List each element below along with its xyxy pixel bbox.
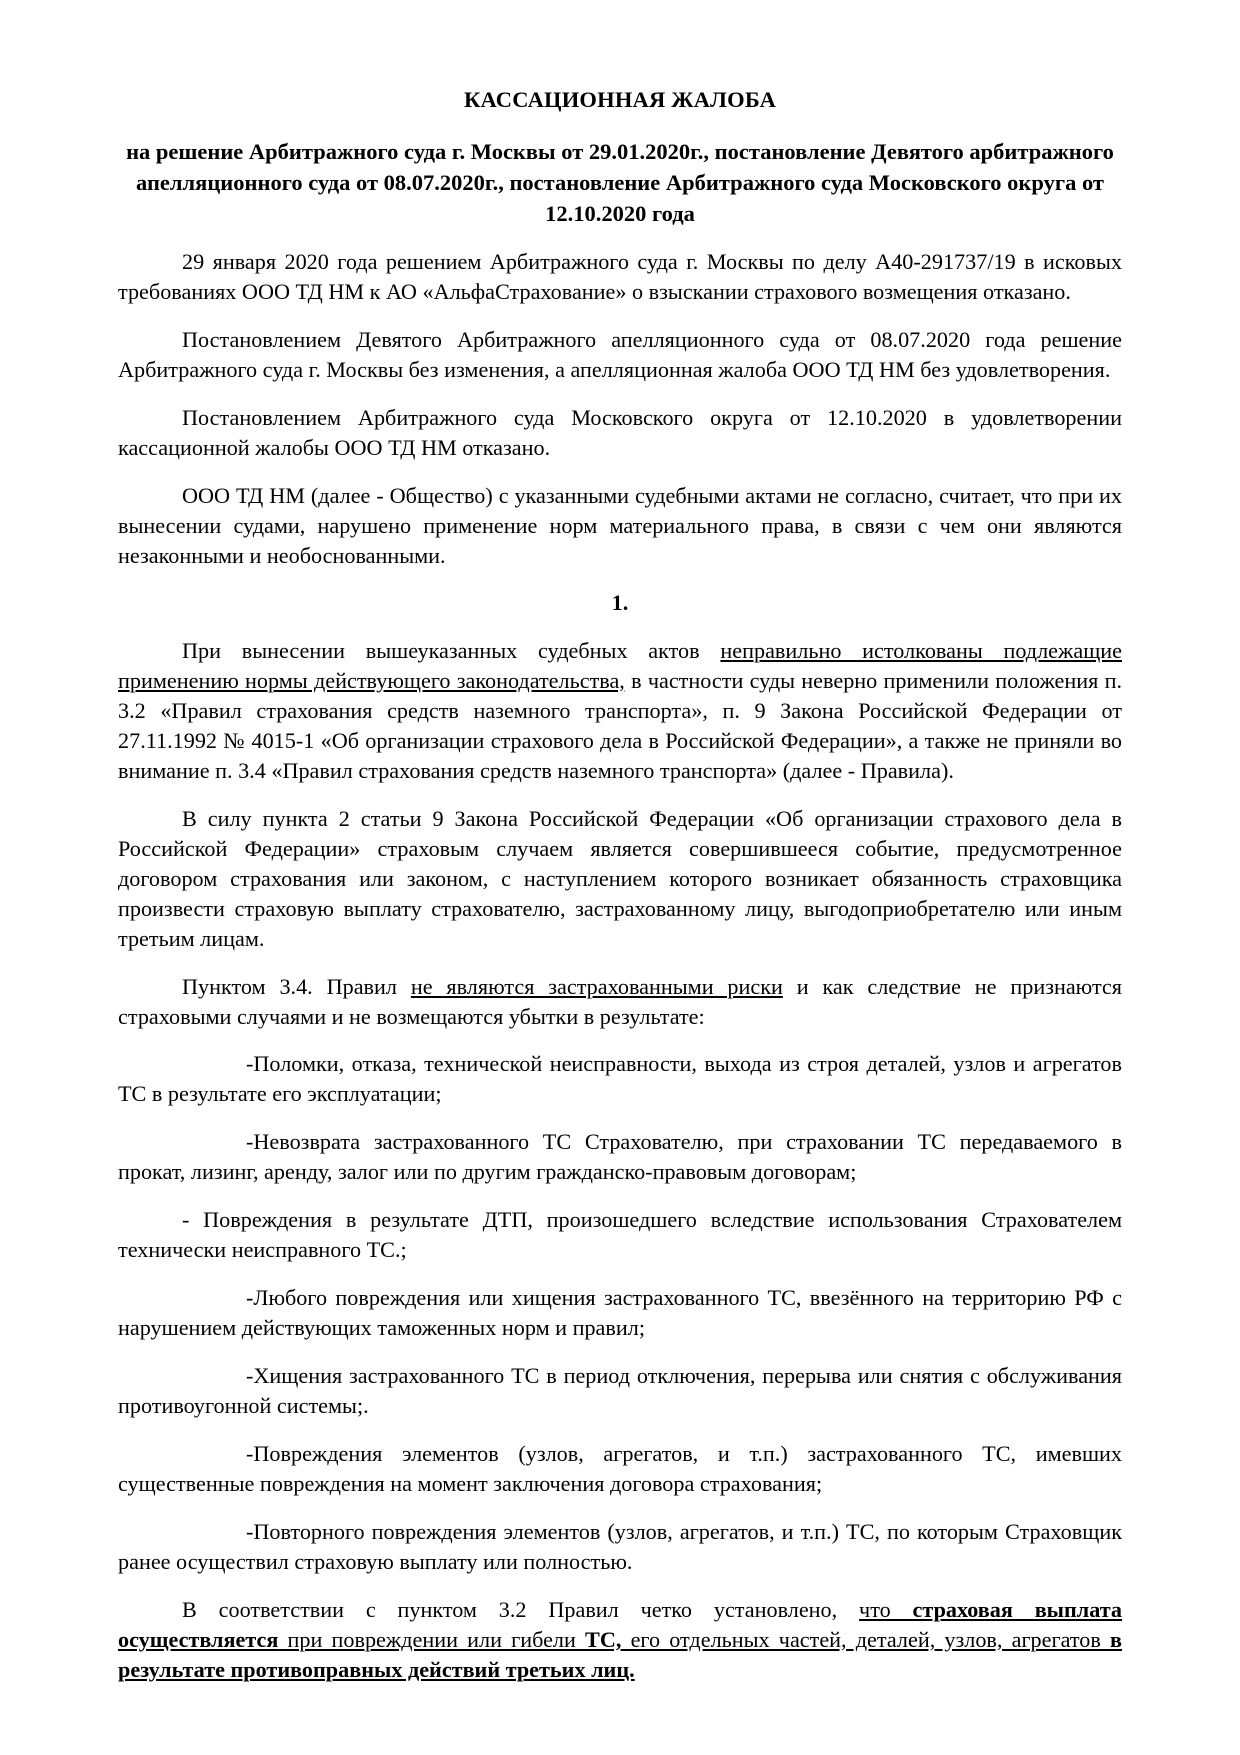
section-number: 1. bbox=[611, 589, 629, 615]
misinterpretation-lead: При вынесении вышеуказанных судебных актов bbox=[182, 637, 721, 663]
paragraph-clause-34 bbox=[118, 972, 1122, 1032]
bullet-text: Поломки, отказа, технической неисправности, выхода из строя деталей, узлов и агрегатов ТС в результате его эксплуатации; bbox=[118, 1051, 1122, 1107]
conclusion-bold-1: страховая выплата осуществляется bbox=[118, 1597, 1123, 1652]
bullet-marker: - bbox=[246, 1441, 254, 1467]
bullet-text: Повторного повреждения элементов (узлов, агрегатов, и т.п.) ТС, по которым Страховщик ранее осуществил страховую выплату или полностью. bbox=[118, 1519, 1122, 1575]
paragraph-clause-32-conclusion bbox=[118, 1595, 1122, 1685]
document-subtitle: на решение Арбитражного суда г. Москвы от 29.01.2020г., постановление Девятого арбитражного апелляционного суда от 08.07.2020г., постановление Арбитражного суда Московского округа от 12.10.2020 года bbox=[126, 139, 1114, 227]
bullet-text: Любого повреждения или хищения застрахованного ТС, ввезённого на территорию РФ с нарушением действующих таможенных норм и правил; bbox=[118, 1285, 1122, 1341]
conclusion-underlined-3: его отдельных частей, деталей, узлов, агрегатов bbox=[621, 1627, 1111, 1652]
list-item bbox=[118, 1439, 1122, 1499]
paragraph-cassation-ruling: Постановлением Арбитражного суда Московского округа от 12.10.2020 в удовлетворении кассационной жалобы ООО ТД НМ отказано. bbox=[118, 405, 1122, 461]
list-item bbox=[118, 1283, 1122, 1343]
conclusion-underlined-2: при повреждении или гибели bbox=[278, 1627, 586, 1652]
paragraph-insured-event-definition: В силу пункта 2 статьи 9 Закона Российской Федерации «Об организации страхового дела в Российской Федерации» страховым случаем является совершившееся событие, предусмотренное договором страхования или законом, с наступлением которого возникает обязанность страховщика произвести страховую выплату страхователю, застрахованному лицу, выгодоприобретателю или иным третьим лицам. bbox=[118, 805, 1122, 951]
clause-34-tail: и как следствие не признаются страховыми случаями и не возмещаются убытки в результате: bbox=[118, 973, 1122, 1029]
conclusion-lead: В соответствии с пунктом 3.2 Правил четко установлено, bbox=[182, 1597, 860, 1623]
paragraph-disagreement: ООО ТД НМ (далее - Общество) с указанными судебными актами не согласно, считает, что при их вынесении судами, нарушено применение норм материального права, в связи с чем они являются незаконными и необоснованными. bbox=[118, 483, 1122, 569]
conclusion-bold-3: в результате противоправных действий третьих лиц. bbox=[118, 1627, 1122, 1682]
conclusion-bold-2: ТС, bbox=[585, 1627, 622, 1652]
bullet-marker: - bbox=[246, 1519, 254, 1545]
list-item bbox=[118, 1049, 1122, 1109]
clause-34-lead: Пунктом 3.4. Правил bbox=[182, 973, 411, 999]
bullet-marker: - bbox=[182, 1207, 190, 1233]
paragraph-appeal-ruling: Постановлением Девятого Арбитражного апелляционного суда от 08.07.2020 года решение Арбитражного суда г. Москвы без изменения, а апелляционная жалоба ООО ТД НМ без удовлетворения. bbox=[118, 327, 1122, 383]
page-title: КАССАЦИОННАЯ ЖАЛОБА bbox=[463, 87, 777, 112]
misinterpretation-underlined: неправильно истолкованы подлежащие применению нормы действующего законодательства, bbox=[118, 637, 1123, 693]
bullet-marker: - bbox=[246, 1129, 254, 1155]
bullet-marker: - bbox=[246, 1285, 254, 1311]
conclusion-underlined-1: что bbox=[859, 1597, 913, 1623]
list-item bbox=[118, 1517, 1122, 1577]
list-item bbox=[118, 1361, 1122, 1421]
list-item bbox=[118, 1127, 1122, 1187]
bullet-text: Невозврата застрахованного ТС Страхователю, при страховании ТС передаваемого в прокат, лизинг, аренду, залог или по другим гражданско-правовым договорам; bbox=[118, 1129, 1122, 1185]
list-item bbox=[118, 1205, 1122, 1265]
paragraph-case-decision: 29 января 2020 года решением Арбитражного суда г. Москвы по делу А40-291737/19 в исковых требованиях ООО ТД НМ к АО «АльфаСтрахование» о взыскании страхового возмещения отказано. bbox=[118, 249, 1122, 305]
paragraph-misinterpretation bbox=[118, 636, 1122, 786]
bullet-marker: - bbox=[246, 1363, 254, 1389]
bullet-text: Повреждения элементов (узлов, агрегатов, и т.п.) застрахованного ТС, имевших существенные повреждения на момент заключения договора страхования; bbox=[118, 1441, 1122, 1497]
bullet-text: Повреждения в результате ДТП, произошедшего вследствие использования Страхователем технически неисправного ТС.; bbox=[118, 1207, 1122, 1263]
misinterpretation-tail: в частности суды неверно применили положения п. 3.2 «Правил страхования средств наземного транспорта», п. 9 Закона Российской Федерации от 27.11.1992 № 4015-1 «Об организации страхового дела в Российской Федерации», а также не приняли во внимание п. 3.4 «Правил страхования средств наземного транспорта» (далее - Правила). bbox=[118, 667, 1122, 783]
bullet-marker: - bbox=[246, 1051, 254, 1077]
bullet-text-spacer bbox=[189, 1207, 203, 1232]
clause-34-underlined: не являются застрахованными риски bbox=[410, 973, 783, 999]
bullet-text: Хищения застрахованного ТС в период отключения, перерыва или снятия с обслуживания противоугонной системы;. bbox=[118, 1363, 1122, 1419]
